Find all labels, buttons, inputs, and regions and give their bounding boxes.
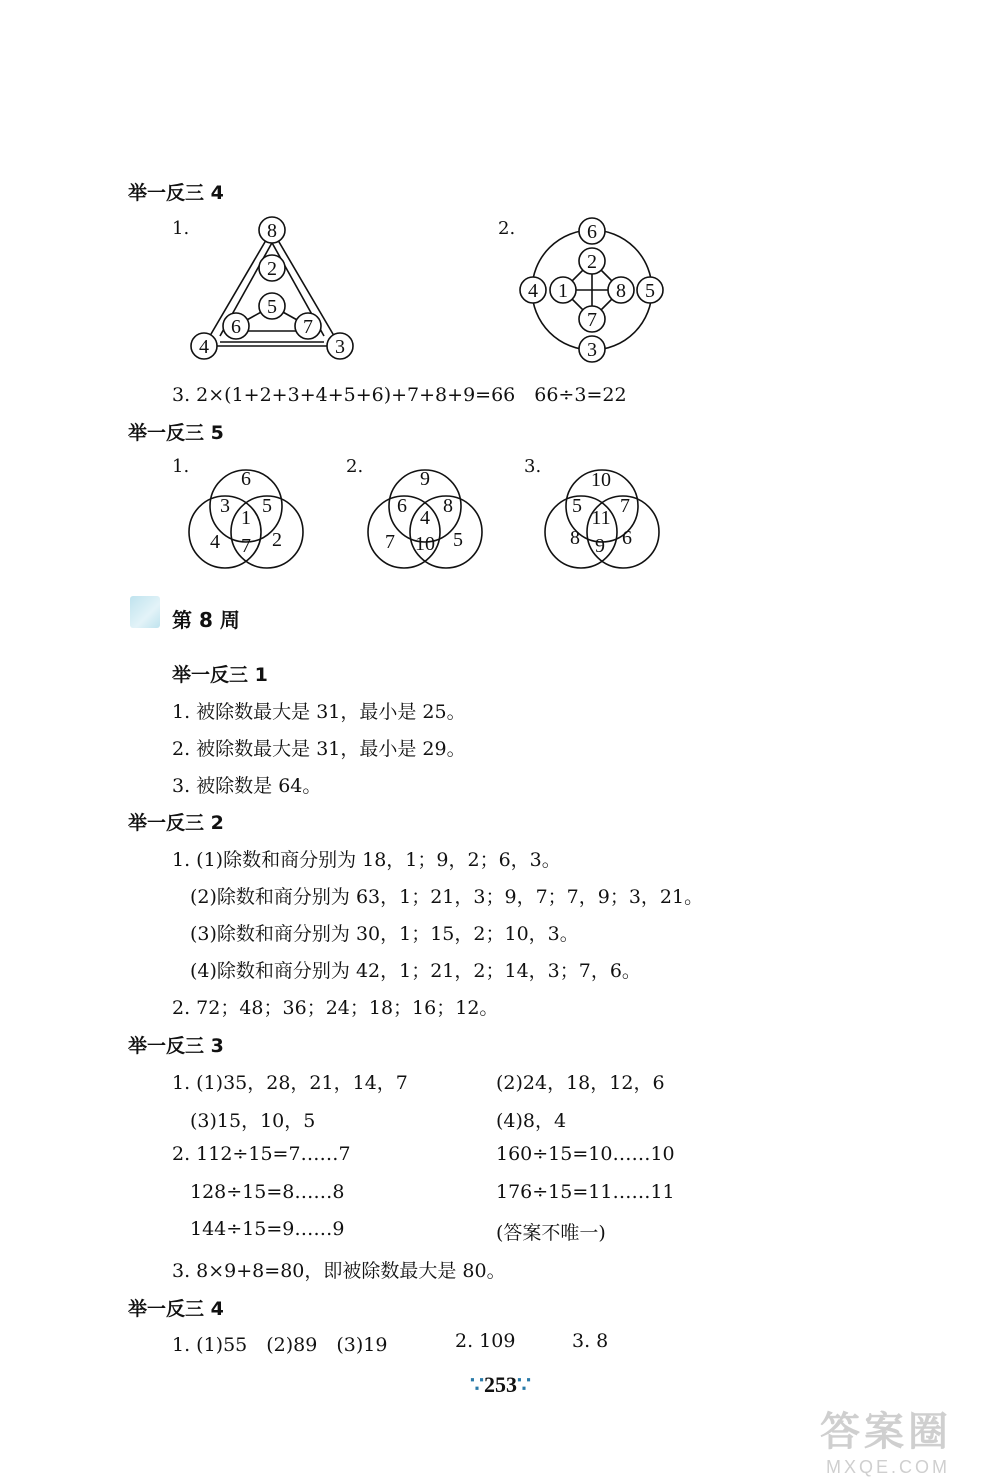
venn-value: 7 [241,535,251,557]
figure-label: 2. [346,456,364,477]
venn-diagram [364,450,489,570]
figure-label: 2. [498,218,516,239]
answer-line: 144÷15=9……9 [190,1218,345,1240]
node-value: 3 [335,336,345,358]
answer-line: 2. 112÷15=7……7 [172,1143,351,1165]
answer-line: 1. (1)35，28，21，14，7 [172,1072,408,1094]
section-heading: 举一反三 1 [172,664,268,686]
answer-line: 1. 被除数最大是 31，最小是 25。 [172,701,466,723]
section-heading: 举一反三 3 [128,1035,224,1057]
venn-value: 8 [570,527,580,549]
watermark-text: 答案圈 [820,1410,952,1454]
figure-label: 3. [524,456,542,477]
venn-value: 10 [591,469,611,491]
page-number-value: 253 [484,1372,517,1397]
answer-line: (3)15，10，5 [190,1110,316,1132]
venn-value: 9 [595,535,605,557]
venn-value: 2 [272,529,282,551]
answer-line: 2. 被除数最大是 31，最小是 29。 [172,738,466,760]
answer-line: 2. 72；48；36；24；18；16；12。 [172,997,499,1019]
venn-value: 5 [572,495,582,517]
node-value: 2 [267,258,277,280]
decorative-dots-icon: ∵ [517,1372,531,1397]
triangle-puzzle-diagram [180,210,370,365]
week-marker-icon [130,596,160,628]
venn-value: 10 [415,533,435,555]
venn-value: 9 [420,468,430,490]
answer-line: 3. 8×9+8=80，即被除数最大是 80。 [172,1260,506,1282]
node-value: 7 [303,316,313,338]
node-value: 1 [558,280,568,302]
section-heading: 举一反三 5 [128,422,224,444]
node-value: 5 [645,280,655,302]
week-heading: 第 8 周 [172,608,240,632]
answer-line: 3. 8 [572,1330,609,1352]
answer-line: (3)除数和商分别为 30，1；15，2；10，3。 [190,923,579,945]
node-value: 8 [616,280,626,302]
answer-line: (2)24，18，12，6 [496,1072,665,1094]
section-heading: 举一反三 2 [128,812,224,834]
node-value: 3 [587,339,597,361]
venn-value: 1 [241,507,251,529]
figure-label: 1. [172,218,190,239]
venn-value: 6 [397,495,407,517]
answer-line: 2. 109 [455,1330,516,1352]
node-value: 7 [587,309,597,331]
answer-line: (4)除数和商分别为 42，1；21，2；14，3；7，6。 [190,960,641,982]
section-heading: 举一反三 4 [128,182,224,204]
venn-value: 7 [620,495,630,517]
node-value: 5 [267,296,277,318]
venn-value: 5 [453,529,463,551]
answer-line: 128÷15=8……8 [190,1181,345,1203]
venn-value: 11 [591,507,611,529]
figure-label: 1. [172,456,190,477]
venn-value: 6 [622,527,632,549]
watermark-url: MXQE.COM [826,1457,951,1477]
answer-line: 3. 被除数是 64。 [172,775,322,797]
venn-value: 4 [210,531,220,553]
answer-line: (4)8，4 [496,1110,567,1132]
answer-line: (答案不唯一) [496,1222,606,1244]
answer-line: 160÷15=10……10 [496,1143,675,1165]
venn-diagram [185,450,310,570]
node-value: 2 [587,251,597,273]
answer-line: 176÷15=11……11 [496,1181,675,1203]
venn-diagram [541,450,666,570]
venn-value: 4 [420,507,430,529]
circle-puzzle-diagram [510,210,670,370]
node-value: 6 [231,316,241,338]
section-heading: 举一反三 4 [128,1298,224,1320]
venn-value: 3 [220,495,230,517]
answer-line: (2)除数和商分别为 63，1；21，3；9，7；7，9；3，21。 [190,886,704,908]
node-value: 8 [267,220,277,242]
page-number [470,1372,531,1398]
answer-line: 1. (1)除数和商分别为 18，1；9，2；6，3。 [172,849,561,871]
node-value: 6 [587,221,597,243]
venn-value: 8 [443,495,453,517]
venn-value: 6 [241,468,251,490]
decorative-dots-icon: ∵ [470,1372,484,1397]
node-value: 4 [528,280,538,302]
venn-value: 5 [262,495,272,517]
answer-line: 1. (1)55 (2)89 (3)19 [172,1334,388,1356]
answer-line: 3. 2×(1+2+3+4+5+6)+7+8+9=66 66÷3=22 [172,384,627,406]
node-value: 4 [199,336,209,358]
watermark-logo [820,1400,990,1477]
venn-value: 7 [385,531,395,553]
